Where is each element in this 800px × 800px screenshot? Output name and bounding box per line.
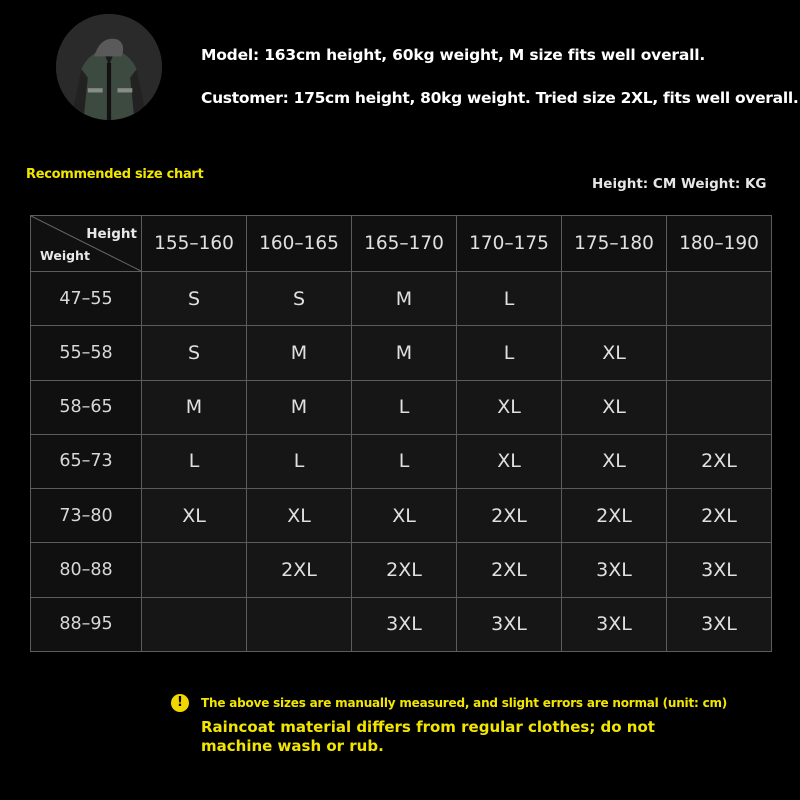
size-cell: XL xyxy=(142,489,247,543)
size-chart-table xyxy=(30,215,772,652)
size-cell: S xyxy=(247,272,352,326)
height-range-header: 155–160 xyxy=(142,216,247,272)
weight-range-cell: 80–88 xyxy=(31,543,142,597)
size-cell: XL xyxy=(352,489,457,543)
customer-fit-text: Customer: 175cm height, 80kg weight. Tried size 2XL, fits well overall. xyxy=(201,89,799,107)
size-cell: 3XL xyxy=(667,597,772,651)
height-range-header: 160–165 xyxy=(247,216,352,272)
size-cell: L xyxy=(247,434,352,488)
weight-range-cell: 73–80 xyxy=(31,489,142,543)
exclamation-warning-icon: ! xyxy=(171,694,189,712)
height-axis-label: Height xyxy=(86,226,137,242)
size-cell: L xyxy=(352,434,457,488)
size-cell: XL xyxy=(562,380,667,434)
size-cell xyxy=(247,597,352,651)
corner-header-cell xyxy=(31,216,142,272)
care-note: Raincoat material differs from regular clothes; do not machine wash or rub. xyxy=(201,718,655,755)
size-cell: M xyxy=(352,326,457,380)
table-row xyxy=(31,326,772,380)
weight-axis-label: Weight xyxy=(40,248,90,263)
table-row xyxy=(31,489,772,543)
size-cell: M xyxy=(247,380,352,434)
model-photo xyxy=(56,14,162,120)
size-cell: 2XL xyxy=(247,543,352,597)
size-cell: L xyxy=(142,434,247,488)
size-cell: S xyxy=(142,272,247,326)
table-row xyxy=(31,272,772,326)
size-cell: M xyxy=(247,326,352,380)
size-cell: 3XL xyxy=(352,597,457,651)
height-header-row xyxy=(31,216,772,272)
size-cell: 3XL xyxy=(562,543,667,597)
size-cell: XL xyxy=(562,434,667,488)
height-range-header: 175–180 xyxy=(562,216,667,272)
size-chart-title: Recommended size chart xyxy=(26,167,204,182)
size-cell: 3XL xyxy=(562,597,667,651)
size-cell: XL xyxy=(562,326,667,380)
size-cell: M xyxy=(352,272,457,326)
model-fit-text: Model: 163cm height, 60kg weight, M size fits well overall. xyxy=(201,46,706,64)
weight-range-cell: 55–58 xyxy=(31,326,142,380)
weight-range-cell: 58–65 xyxy=(31,380,142,434)
size-cell xyxy=(667,272,772,326)
table-row xyxy=(31,434,772,488)
size-cell xyxy=(562,272,667,326)
size-cell: 2XL xyxy=(667,489,772,543)
size-cell xyxy=(142,543,247,597)
weight-range-cell: 47–55 xyxy=(31,272,142,326)
weight-range-cell: 88–95 xyxy=(31,597,142,651)
size-cell xyxy=(142,597,247,651)
table-row xyxy=(31,597,772,651)
size-cell: 2XL xyxy=(562,489,667,543)
size-cell: L xyxy=(352,380,457,434)
units-label: Height: CM Weight: KG xyxy=(592,176,767,192)
table-row xyxy=(31,380,772,434)
jacket-model-illustration xyxy=(56,14,162,120)
size-cell: 2XL xyxy=(667,434,772,488)
measurement-note: The above sizes are manually measured, and slight errors are normal (unit: cm) xyxy=(201,696,728,710)
size-cell: XL xyxy=(457,380,562,434)
size-cell: L xyxy=(457,326,562,380)
table-row xyxy=(31,543,772,597)
size-cell: 2XL xyxy=(457,543,562,597)
size-cell xyxy=(667,326,772,380)
size-cell xyxy=(667,380,772,434)
height-range-header: 180–190 xyxy=(667,216,772,272)
size-cell: L xyxy=(457,272,562,326)
size-cell: 2XL xyxy=(352,543,457,597)
size-cell: 2XL xyxy=(457,489,562,543)
size-cell: 3XL xyxy=(457,597,562,651)
height-range-header: 170–175 xyxy=(457,216,562,272)
size-cell: 3XL xyxy=(667,543,772,597)
weight-range-cell: 65–73 xyxy=(31,434,142,488)
size-cell: M xyxy=(142,380,247,434)
size-cell: S xyxy=(142,326,247,380)
height-range-header: 165–170 xyxy=(352,216,457,272)
size-cell: XL xyxy=(457,434,562,488)
size-cell: XL xyxy=(247,489,352,543)
